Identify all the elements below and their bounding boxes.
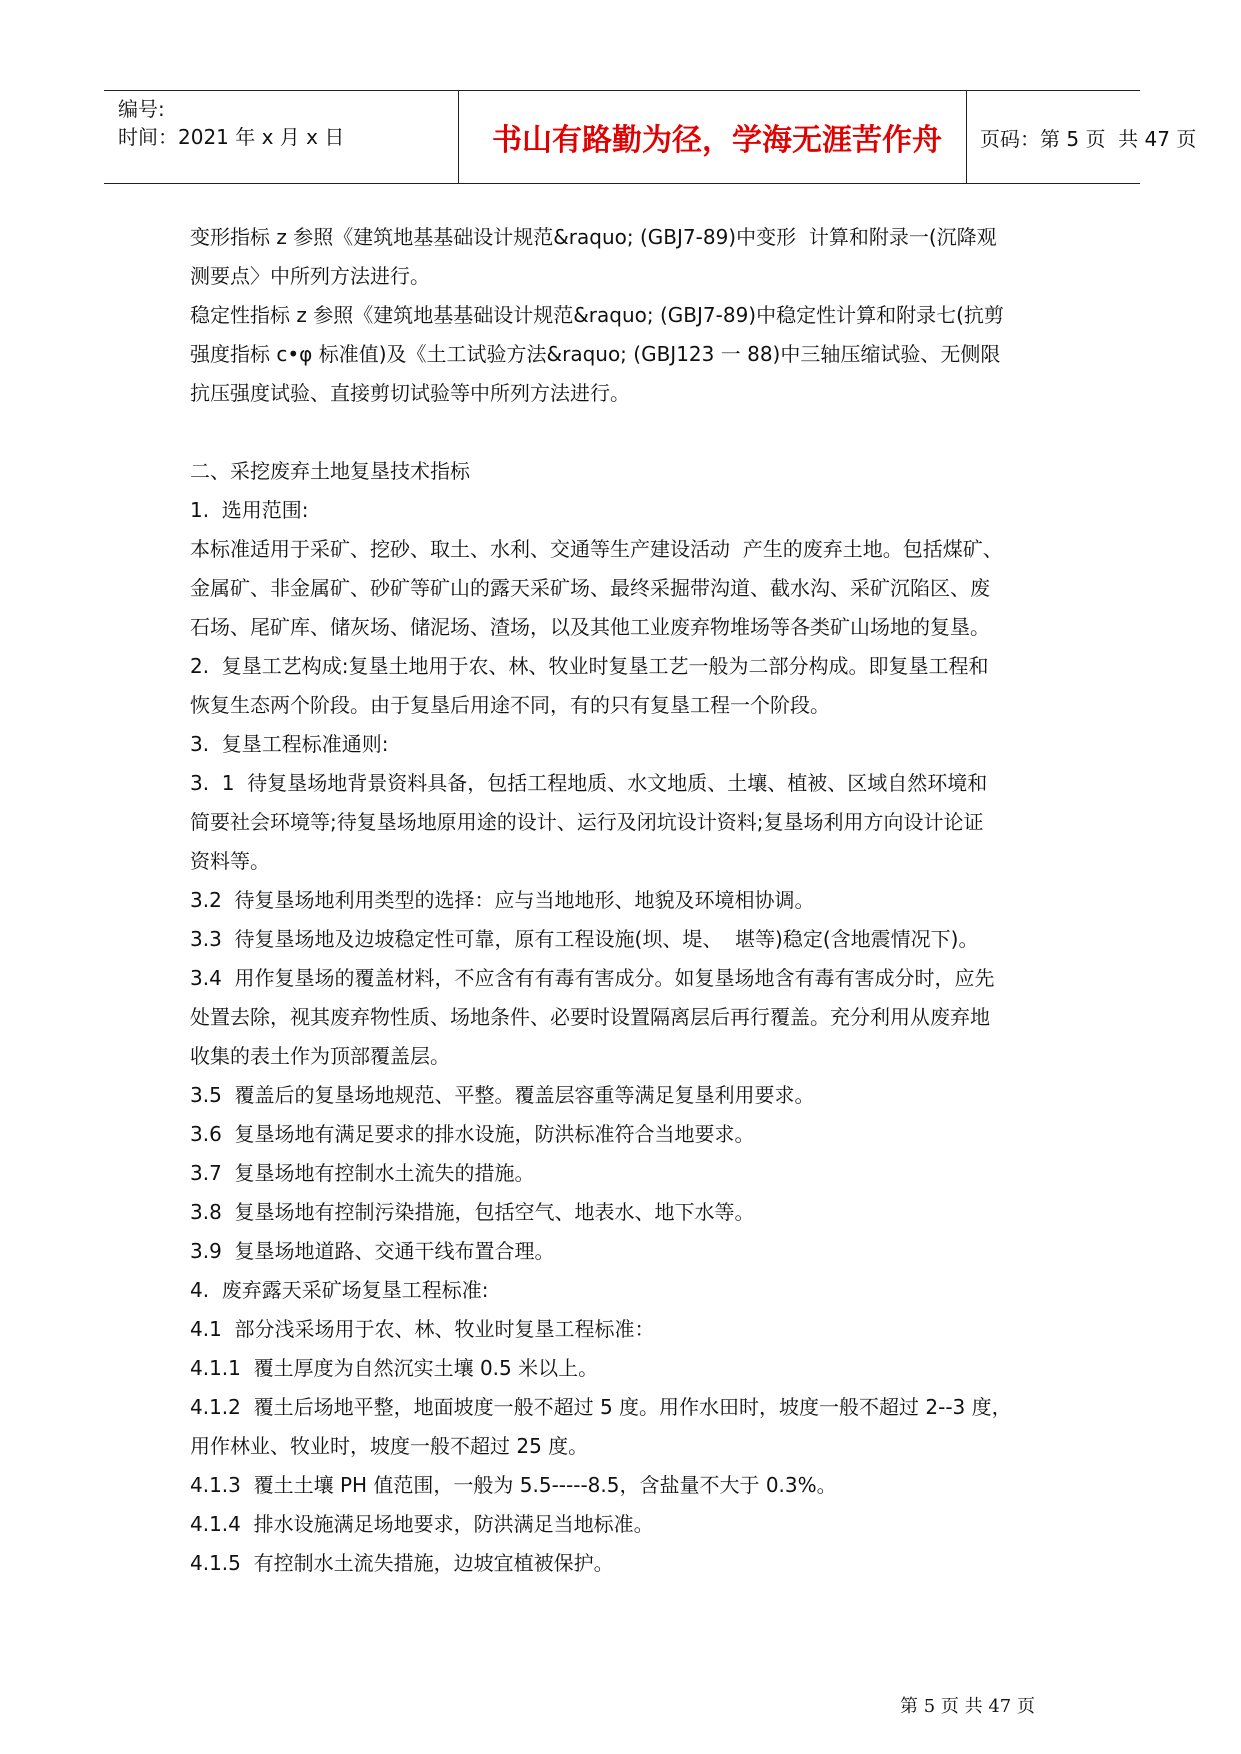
body-line: 4.1.2 覆土后场地平整，地面坡度一般不超过 5 度。用作水田时，坡度一般不超过 2--3 度， (190, 1395, 1012, 1419)
body-line: 3.9 复垦场地道路、交通干线布置合理。 (190, 1239, 555, 1263)
body-line: 石场、尾矿库、储灰场、储泥场、渣场，以及其他工业废弃物堆场等各类矿山场地的复垦。 (190, 615, 990, 639)
body-line: 3. 复垦工程标准通则: (190, 732, 389, 756)
body-line (190, 413, 1070, 452)
body-line: 简要社会环境等;待复垦场地原用途的设计、运行及闭坑设计资料;复垦场利用方向设计论证 (190, 810, 984, 834)
page-footer: 第 5 页 共 47 页 (900, 1696, 1035, 1717)
body-line: 二、采挖废弃土地复垦技术指标 (190, 459, 470, 483)
body-line: 3.7 复垦场地有控制水土流失的措施。 (190, 1161, 535, 1185)
body-line: 3. 1 待复垦场地背景资料具备，包括工程地质、水文地质、土壤、植被、区域自然环境和 (190, 771, 988, 795)
body-line: 3.6 复垦场地有满足要求的排水设施，防洪标准符合当地要求。 (190, 1122, 755, 1146)
body-line: 变形指标 z 参照《建筑地基基础设计规范&raquo; (GBJ7-89)中变形 计算和附录一(沉降观 (190, 225, 997, 249)
body-line: 3.2 待复垦场地利用类型的选择：应与当地地形、地貌及环境相协调。 (190, 888, 815, 912)
body-line: 稳定性指标 z 参照《建筑地基基础设计规范&raquo; (GBJ7-89)中稳定性计算和附录七(抗剪 (190, 303, 1004, 327)
body-line: 金属矿、非金属矿、砂矿等矿山的露天采矿场、最终采掘带沟道、截水沟、采矿沉陷区、废 (190, 576, 990, 600)
body-line: 2. 复垦工艺构成:复垦土地用于农、林、牧业时复垦工艺一般为二部分构成。即复垦工程和 (190, 654, 989, 678)
body-line: 收集的表土作为顶部覆盖层。 (190, 1044, 450, 1068)
header-divider-right (966, 91, 967, 183)
header-meta (118, 95, 458, 151)
body-line: 4.1.5 有控制水土流失措施，边坡宜植被保护。 (190, 1551, 614, 1575)
header-page-number: 页码：第 5 页 共 47 页 (980, 126, 1197, 151)
body-line: 恢复生态两个阶段。由于复垦后用途不同，有的只有复垦工程一个阶段。 (190, 693, 830, 717)
document-time-label: 时间：2021 年 x 月 x 日 (118, 125, 345, 149)
body-line: 本标准适用于采矿、挖砂、取土、水利、交通等生产建设活动 产生的废弃土地。包括煤矿、 (190, 537, 1003, 561)
body-line: 3.4 用作复垦场的覆盖材料，不应含有有毒有害成分。如复垦场地含有毒有害成分时，应先 (190, 966, 995, 990)
body-line: 4.1.4 排水设施满足场地要求，防洪满足当地标准。 (190, 1512, 654, 1536)
page-header (104, 90, 1197, 184)
body-line: 1. 选用范围: (190, 498, 309, 522)
header-motto: 书山有路勤为径，学海无涯苦作舟 (492, 123, 942, 158)
header-divider-left (458, 91, 459, 183)
body-line: 用作林业、牧业时，坡度一般不超过 25 度。 (190, 1434, 589, 1458)
body-line: 抗压强度试验、直接剪切试验等中所列方法进行。 (190, 381, 630, 405)
body-line: 4. 废弃露天采矿场复垦工程标准: (190, 1278, 489, 1302)
body-line: 4.1.1 覆土厚度为自然沉实土壤 0.5 米以上。 (190, 1356, 599, 1380)
body-line: 3.3 待复垦场地及边坡稳定性可靠，原有工程设施(坝、堤、 堪等)稳定(含地震情况下)。 (190, 927, 979, 951)
body-line: 强度指标 c•φ 标准值)及《土工试验方法&raquo; (GBJ123 一 88)中三轴压缩试验、无侧限 (190, 342, 1001, 366)
body-line: 3.5 覆盖后的复垦场地规范、平整。覆盖层容重等满足复垦利用要求。 (190, 1083, 815, 1107)
body-line: 4.1.3 覆土土壤 PH 值范围，一般为 5.5-----8.5，含盐量不大于 0.3%。 (190, 1473, 837, 1497)
body-line: 3.8 复垦场地有控制污染措施，包括空气、地表水、地下水等。 (190, 1200, 755, 1224)
body-line: 资料等。 (190, 849, 270, 873)
document-number-label: 编号: (118, 97, 165, 121)
document-body (190, 218, 1070, 1583)
body-line: 处置去除，视其废弃物性质、场地条件、必要时设置隔离层后再行覆盖。充分利用从废弃地 (190, 1005, 990, 1029)
body-line: 测要点〉中所列方法进行。 (190, 264, 430, 288)
body-line: 4.1 部分浅采场用于农、林、牧业时复垦工程标准： (190, 1317, 655, 1341)
